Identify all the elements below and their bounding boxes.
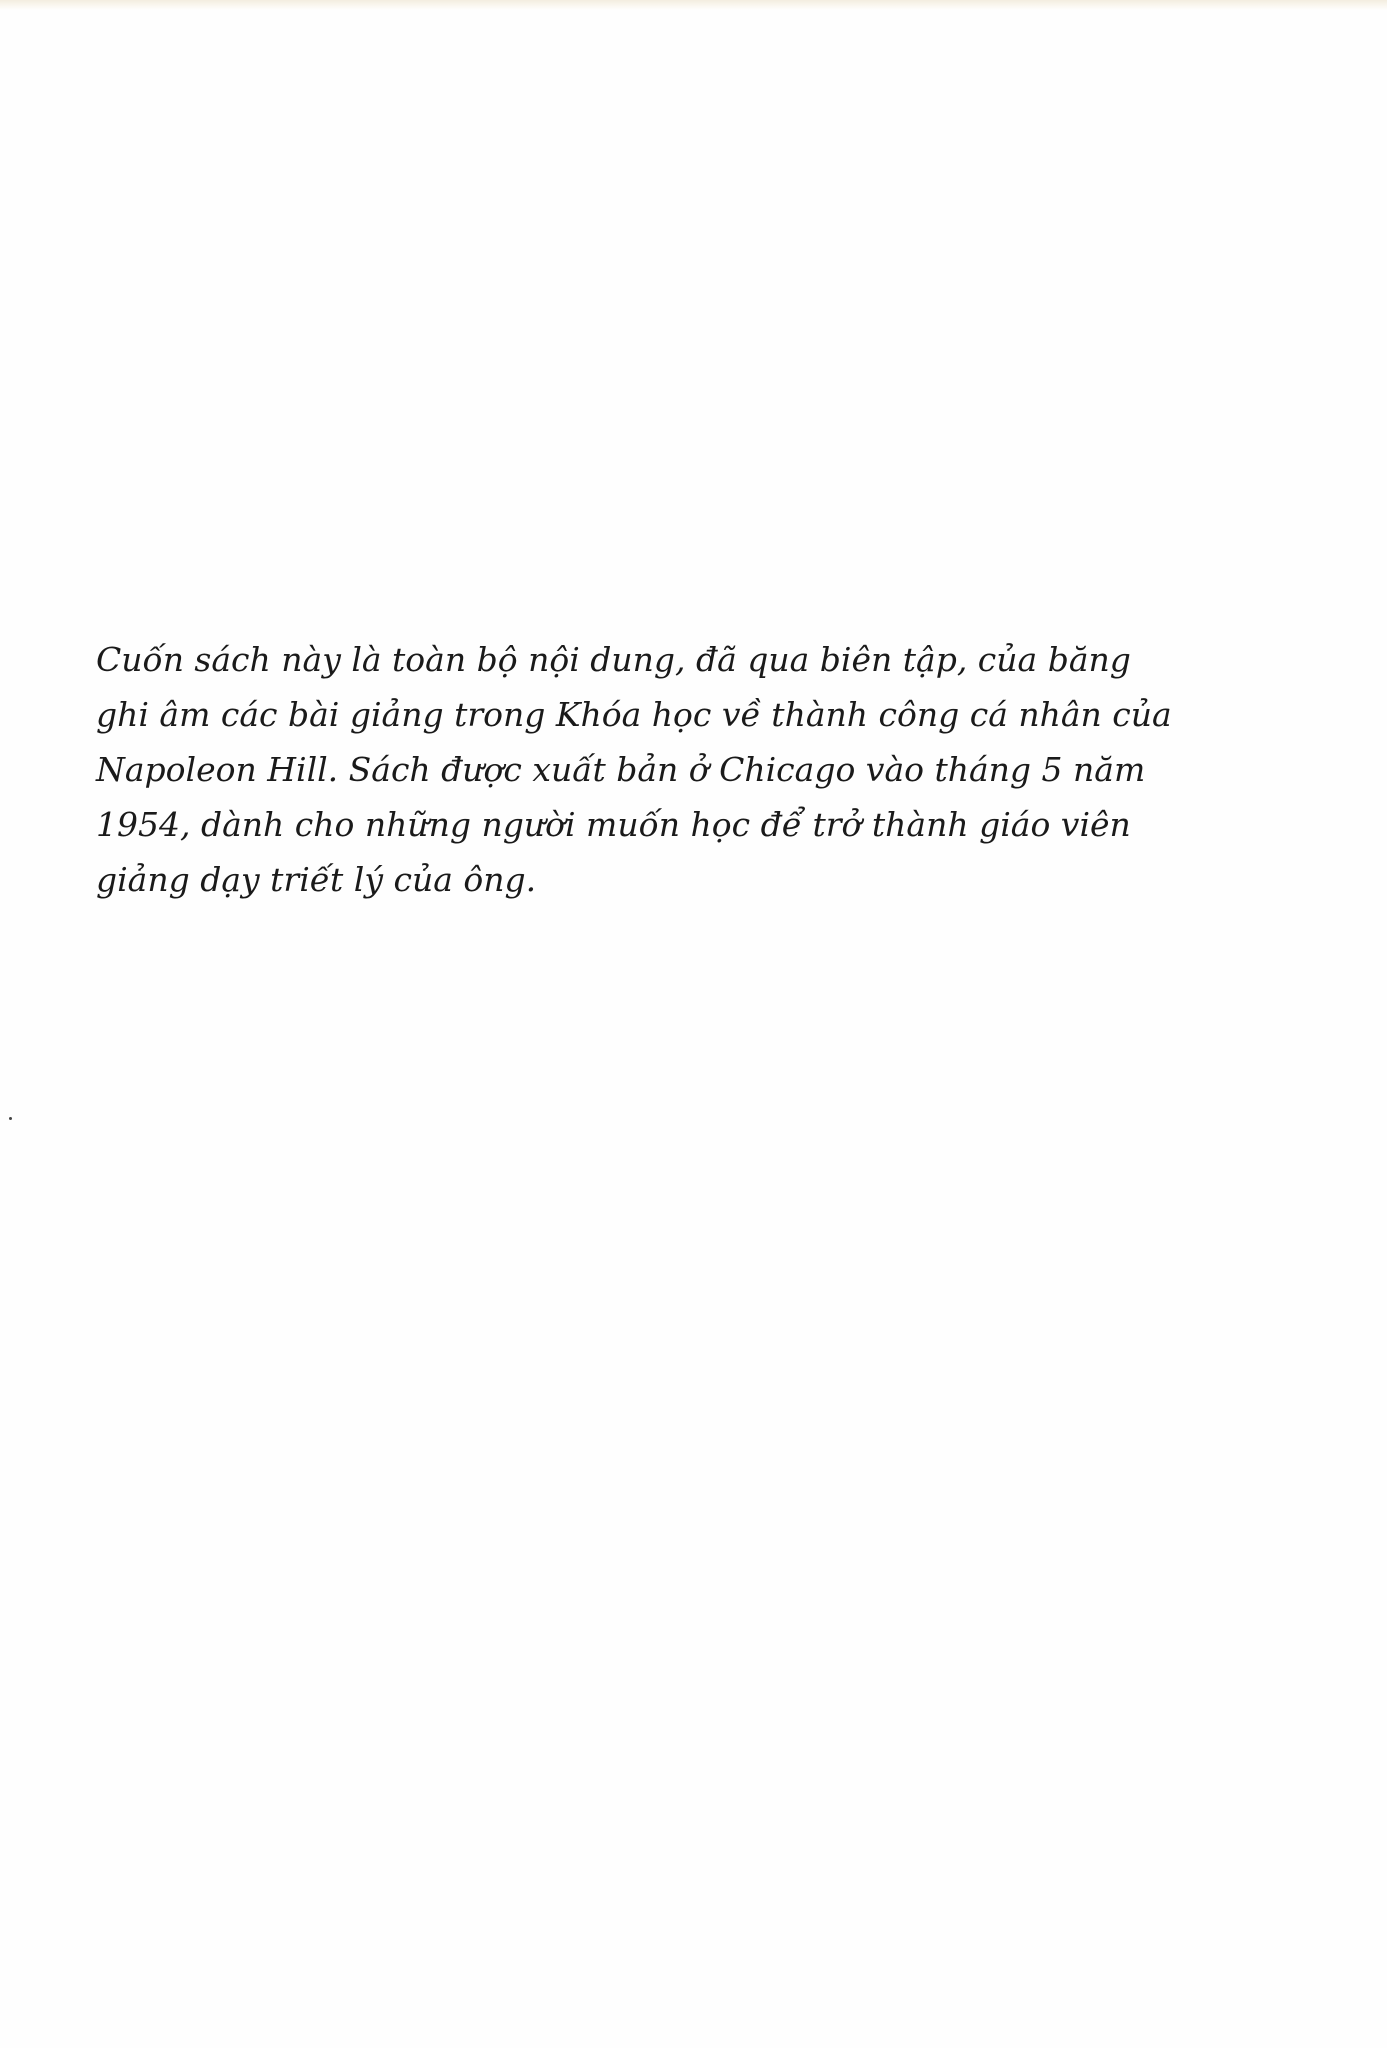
publication-note-line: giảng dạy triết lý của ông. — [96, 860, 537, 899]
publication-note-line: Cuốn sách này là toàn bộ nội dung, đã qua biên tập, của băng — [96, 640, 1131, 679]
publication-note-line: 1954, dành cho những người muốn học để trở thành giáo viên — [96, 805, 1131, 844]
paper-top-edge — [0, 0, 1387, 10]
publication-note-line: ghi âm các bài giảng trong Khóa học về thành công cá nhân của — [96, 695, 1172, 734]
scan-speck — [9, 1117, 12, 1120]
publication-note — [96, 632, 1256, 907]
publication-note-line: Napoleon Hill. Sách được xuất bản ở Chicago vào tháng 5 năm — [96, 750, 1146, 789]
